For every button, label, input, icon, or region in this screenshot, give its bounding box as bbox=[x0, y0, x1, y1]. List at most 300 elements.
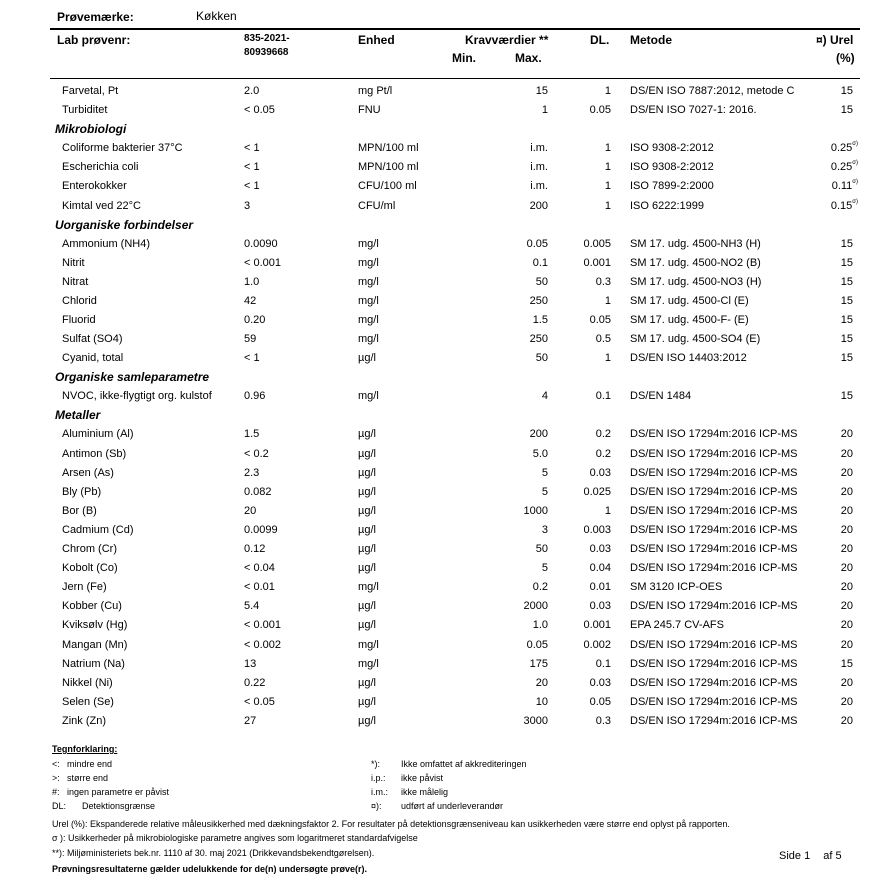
table-row bbox=[0, 464, 880, 483]
urel-cell bbox=[841, 483, 853, 502]
table-row bbox=[0, 655, 880, 674]
unit-value: µg/l bbox=[358, 600, 376, 613]
dl-value: 1 bbox=[604, 504, 611, 517]
result-value: 3 bbox=[244, 199, 251, 212]
max-value: 0.1 bbox=[532, 256, 548, 269]
max-value: 50 bbox=[535, 352, 548, 365]
dl-value: 0.03 bbox=[589, 600, 611, 613]
max-value: 10 bbox=[535, 695, 548, 708]
unit-value: µg/l bbox=[358, 428, 376, 441]
parameter-name: Kobolt (Co) bbox=[62, 562, 118, 575]
method-value: DS/EN ISO 7027-1: 2016. bbox=[630, 104, 757, 117]
max-value: 5.0 bbox=[532, 447, 548, 460]
result-value: < 0.04 bbox=[244, 562, 275, 575]
table-row bbox=[0, 139, 880, 158]
parameter-name: Jern (Fe) bbox=[62, 581, 107, 594]
urel-value: 0.25 bbox=[830, 142, 853, 155]
urel-value: 15 bbox=[840, 294, 853, 307]
table-row bbox=[0, 235, 880, 254]
urel-value: 20 bbox=[840, 523, 853, 536]
max-value: 1.5 bbox=[532, 314, 548, 326]
legend-symbol: i.m.: bbox=[371, 787, 388, 797]
unit-value: µg/l bbox=[358, 562, 376, 575]
max-value: 0.05 bbox=[526, 638, 548, 651]
dl-value: 1 bbox=[604, 85, 611, 97]
max-value: 5 bbox=[541, 485, 548, 498]
urel-cell bbox=[841, 559, 853, 578]
parameter-name: Chrom (Cr) bbox=[62, 543, 117, 555]
header-min: Min. bbox=[452, 51, 476, 65]
urel-footnote-mark: σ) bbox=[852, 198, 858, 205]
urel-value: 15 bbox=[840, 333, 853, 346]
method-value: DS/EN ISO 17294m:2016 ICP-MS bbox=[630, 600, 798, 613]
result-value: < 1 bbox=[244, 142, 260, 155]
parameter-name: Cadmium (Cd) bbox=[62, 523, 134, 536]
table-row bbox=[0, 616, 880, 635]
result-value: < 0.2 bbox=[244, 447, 269, 460]
dl-value: 0.001 bbox=[583, 256, 611, 269]
dl-value: 1 bbox=[604, 294, 611, 307]
result-value: < 1 bbox=[244, 180, 260, 193]
urel-cell bbox=[841, 597, 853, 616]
dl-value: 0.003 bbox=[583, 523, 611, 536]
table-row bbox=[0, 540, 880, 559]
result-value: 5.4 bbox=[244, 600, 260, 613]
method-value: SM 17. udg. 4500-NO2 (B) bbox=[630, 256, 761, 269]
dl-value: 0.001 bbox=[583, 619, 611, 632]
unit-value: µg/l bbox=[358, 543, 376, 555]
unit-value: mg/l bbox=[358, 294, 379, 307]
urel-cell bbox=[832, 177, 858, 196]
parameter-name: Farvetal, Pt bbox=[62, 85, 119, 97]
result-value: 42 bbox=[244, 294, 257, 307]
max-value: 250 bbox=[529, 333, 548, 346]
section-title: Organiske samleparametre bbox=[55, 370, 210, 385]
legend-symbol: <: bbox=[52, 759, 60, 769]
urel-value: 20 bbox=[840, 581, 853, 594]
table-row bbox=[0, 349, 880, 368]
urel-cell bbox=[841, 521, 853, 540]
urel-value: 20 bbox=[840, 466, 853, 479]
urel-value: 15 bbox=[840, 390, 853, 403]
method-value: SM 3120 ICP-OES bbox=[630, 581, 723, 594]
urel-cell bbox=[841, 693, 853, 712]
table-row bbox=[0, 101, 880, 120]
dl-value: 0.2 bbox=[595, 447, 611, 460]
table-row bbox=[0, 712, 880, 731]
table-row bbox=[0, 483, 880, 502]
urel-value: 20 bbox=[840, 600, 853, 613]
max-value: 200 bbox=[529, 199, 548, 212]
unit-value: µg/l bbox=[358, 619, 376, 632]
urel-value: 15 bbox=[840, 104, 853, 117]
urel-value: 20 bbox=[840, 714, 853, 727]
result-value: 27 bbox=[244, 714, 257, 727]
result-value: 2.0 bbox=[244, 85, 260, 97]
urel-value: 20 bbox=[840, 619, 853, 632]
table-row bbox=[0, 311, 880, 330]
unit-value: µg/l bbox=[358, 485, 376, 498]
unit-value: mg/l bbox=[358, 390, 379, 403]
legend-text: mindre end bbox=[67, 759, 113, 769]
urel-value: 20 bbox=[840, 638, 853, 651]
method-value: DS/EN ISO 17294m:2016 ICP-MS bbox=[630, 562, 798, 575]
urel-value: 20 bbox=[840, 562, 853, 575]
unit-value: µg/l bbox=[358, 676, 376, 689]
result-value: < 0.001 bbox=[244, 619, 282, 632]
unit-value: µg/l bbox=[358, 504, 376, 517]
unit-value: mg/l bbox=[358, 237, 379, 250]
urel-cell bbox=[841, 636, 853, 655]
page-label: Side bbox=[779, 850, 802, 862]
max-value: i.m. bbox=[530, 180, 548, 193]
urel-cell bbox=[841, 349, 853, 368]
method-value: ISO 9308-2:2012 bbox=[630, 142, 714, 155]
dl-value: 0.025 bbox=[583, 485, 611, 498]
max-value: 50 bbox=[535, 543, 548, 555]
urel-value: 0.25 bbox=[830, 161, 853, 174]
dl-value: 1 bbox=[604, 142, 611, 155]
max-value: 0.2 bbox=[532, 581, 548, 594]
unit-value: mg Pt/l bbox=[358, 85, 393, 97]
max-value: 2000 bbox=[523, 600, 548, 613]
urel-value: 20 bbox=[840, 447, 853, 460]
unit-value: mg/l bbox=[358, 638, 379, 651]
unit-value: mg/l bbox=[358, 256, 379, 269]
unit-value: mg/l bbox=[358, 275, 379, 288]
unit-value: mg/l bbox=[358, 657, 379, 670]
header-lab-no-value-1: 835-2021- bbox=[244, 33, 290, 44]
legend-text: ikke påvist bbox=[401, 773, 444, 783]
urel-cell bbox=[841, 616, 853, 635]
result-value: 59 bbox=[244, 333, 257, 346]
urel-cell bbox=[831, 197, 858, 216]
parameter-name: Bly (Pb) bbox=[62, 485, 102, 498]
method-value: SM 17. udg. 4500-F- (E) bbox=[630, 314, 749, 326]
dl-value: 1 bbox=[604, 161, 611, 174]
dl-value: 0.04 bbox=[589, 562, 611, 575]
legend-symbol: DL: bbox=[52, 801, 67, 811]
parameter-name: Turbiditet bbox=[62, 104, 108, 117]
unit-value: µg/l bbox=[358, 352, 376, 365]
method-value: DS/EN 1484 bbox=[630, 390, 692, 403]
header-lab-no: Lab prøvenr: bbox=[57, 33, 131, 47]
method-value: DS/EN ISO 17294m:2016 ICP-MS bbox=[630, 466, 798, 479]
urel-cell bbox=[841, 540, 853, 559]
method-value: DS/EN ISO 17294m:2016 ICP-MS bbox=[630, 543, 798, 555]
unit-value: mg/l bbox=[358, 581, 379, 594]
legend-text: større end bbox=[67, 773, 109, 783]
header-rule bbox=[50, 78, 860, 79]
max-value: 0.05 bbox=[526, 237, 548, 250]
result-value: < 0.05 bbox=[244, 104, 275, 117]
result-value: < 1 bbox=[244, 161, 260, 174]
legend-text: Ikke omfattet af akkrediteringen bbox=[401, 759, 527, 769]
method-value: DS/EN ISO 17294m:2016 ICP-MS bbox=[630, 638, 798, 651]
table-row bbox=[0, 82, 880, 101]
page-current: 1 bbox=[804, 850, 811, 862]
dl-value: 0.2 bbox=[595, 428, 611, 441]
unit-value: µg/l bbox=[358, 695, 376, 708]
urel-footnote-mark: σ) bbox=[852, 141, 858, 148]
result-value: < 0.05 bbox=[244, 695, 275, 708]
dl-value: 0.05 bbox=[589, 104, 611, 117]
header-requirements: Kravværdier ** bbox=[465, 33, 549, 47]
method-value: DS/EN ISO 7887:2012, metode C bbox=[630, 85, 795, 97]
urel-value: 15 bbox=[840, 237, 853, 250]
result-value: 20 bbox=[244, 504, 257, 517]
urel-cell bbox=[841, 330, 853, 349]
dl-value: 0.05 bbox=[589, 314, 611, 326]
urel-value: 0.11 bbox=[831, 180, 853, 193]
dl-value: 1 bbox=[604, 352, 611, 365]
table-row bbox=[0, 158, 880, 177]
legend-symbol: ¤): bbox=[371, 801, 382, 811]
table-row bbox=[0, 693, 880, 712]
method-value: SM 17. udg. 4500-NH3 (H) bbox=[630, 237, 761, 250]
parameter-name: Kviksølv (Hg) bbox=[62, 619, 128, 632]
header-urel-pct: (%) bbox=[836, 51, 855, 65]
urel-footnote-mark: σ) bbox=[852, 179, 858, 186]
dl-value: 0.5 bbox=[595, 333, 611, 346]
urel-value: 0.15 bbox=[830, 199, 853, 212]
method-value: DS/EN ISO 17294m:2016 ICP-MS bbox=[630, 714, 798, 727]
legend-text: ikke målelig bbox=[401, 787, 449, 797]
urel-value: 20 bbox=[840, 676, 853, 689]
top-rule bbox=[50, 28, 860, 30]
result-value: 0.0099 bbox=[244, 523, 278, 536]
parameter-name: Bor (B) bbox=[62, 504, 97, 517]
section-title: Metaller bbox=[55, 408, 101, 423]
result-value: 0.082 bbox=[244, 485, 272, 498]
max-value: 3 bbox=[541, 523, 548, 536]
parameter-name: Selen (Se) bbox=[62, 695, 114, 708]
max-value: 50 bbox=[535, 275, 548, 288]
method-value: SM 17. udg. 4500-SO4 (E) bbox=[630, 333, 761, 346]
urel-value: 15 bbox=[840, 352, 853, 365]
method-value: SM 17. udg. 4500-NO3 (H) bbox=[630, 275, 762, 288]
method-value: DS/EN ISO 17294m:2016 ICP-MS bbox=[630, 676, 798, 689]
legend-symbol: #: bbox=[52, 787, 60, 797]
unit-value: FNU bbox=[358, 104, 381, 117]
max-value: 5 bbox=[541, 562, 548, 575]
urel-cell bbox=[841, 292, 853, 311]
table-row bbox=[0, 254, 880, 273]
parameter-name: Cyanid, total bbox=[62, 352, 124, 365]
parameter-name: Kimtal ved 22°C bbox=[62, 199, 141, 212]
unit-value: µg/l bbox=[358, 714, 376, 727]
dl-value: 0.3 bbox=[595, 275, 611, 288]
method-value: DS/EN ISO 17294m:2016 ICP-MS bbox=[630, 504, 798, 517]
result-value: 0.22 bbox=[244, 676, 266, 689]
urel-value: 15 bbox=[840, 256, 853, 269]
urel-value: 15 bbox=[840, 85, 853, 97]
urel-value: 20 bbox=[840, 504, 853, 517]
parameter-name: Nikkel (Ni) bbox=[62, 676, 113, 689]
urel-value: 15 bbox=[840, 275, 853, 288]
page-of: af bbox=[823, 850, 833, 862]
parameter-name: Escherichia coli bbox=[62, 161, 139, 174]
unit-value: MPN/100 ml bbox=[358, 142, 419, 155]
method-value: SM 17. udg. 4500-Cl (E) bbox=[630, 294, 749, 307]
urel-cell bbox=[841, 101, 853, 120]
method-value: DS/EN ISO 17294m:2016 ICP-MS bbox=[630, 657, 798, 670]
sample-label: Prøvemærke: bbox=[57, 10, 134, 24]
section-title: Uorganiske forbindelser bbox=[55, 217, 194, 232]
urel-cell bbox=[841, 502, 853, 521]
parameter-name: Nitrat bbox=[62, 275, 89, 288]
dl-value: 0.05 bbox=[589, 695, 611, 708]
method-value: EPA 245.7 CV-AFS bbox=[630, 619, 724, 632]
method-value: ISO 6222:1999 bbox=[630, 199, 705, 212]
parameter-name: Arsen (As) bbox=[62, 466, 114, 479]
urel-value: 20 bbox=[840, 695, 853, 708]
max-value: 5 bbox=[541, 466, 548, 479]
header-urel: ¤) Urel bbox=[816, 33, 854, 47]
parameter-name: Antimon (Sb) bbox=[62, 447, 127, 460]
method-value: DS/EN ISO 14403:2012 bbox=[630, 352, 747, 365]
urel-cell bbox=[841, 273, 853, 292]
note-urel: Urel (%): Ekspanderede relative måleusikkerhed med dækningsfaktor 2. For resultater på detektionsgrænseniveau kan usikkerheden være større end oplyst på rapporten. bbox=[52, 819, 730, 829]
max-value: 175 bbox=[529, 657, 548, 670]
header-max: Max. bbox=[515, 51, 542, 65]
unit-value: CFU/ml bbox=[358, 199, 396, 212]
result-value: < 1 bbox=[244, 352, 260, 365]
dl-value: 0.005 bbox=[583, 237, 611, 250]
parameter-name: Sulfat (SO4) bbox=[62, 333, 123, 346]
max-value: i.m. bbox=[530, 142, 548, 155]
parameter-name: Enterokokker bbox=[62, 180, 127, 193]
footer-note: Prøvningsresultaterne gælder udelukkende for de(n) undersøgte prøve(r). bbox=[52, 864, 368, 874]
sample-value: Køkken bbox=[196, 9, 237, 23]
table-row bbox=[0, 330, 880, 349]
urel-cell bbox=[841, 311, 853, 330]
max-value: i.m. bbox=[530, 161, 548, 174]
urel-cell bbox=[831, 158, 858, 177]
result-value: 13 bbox=[244, 657, 257, 670]
urel-cell bbox=[841, 82, 853, 101]
table-row bbox=[0, 445, 880, 464]
urel-value: 15 bbox=[840, 657, 853, 670]
header-dl: DL. bbox=[590, 33, 610, 47]
dl-value: 0.1 bbox=[595, 657, 611, 670]
unit-value: mg/l bbox=[358, 333, 379, 346]
header-lab-no-value-2: 80939668 bbox=[244, 47, 289, 58]
table-row bbox=[0, 578, 880, 597]
table-row bbox=[0, 177, 880, 196]
note-sigma: σ ): Usikkerheder på mikrobiologiske parametre angives som logaritmeret standardafvigelse bbox=[52, 833, 418, 843]
dl-value: 0.01 bbox=[589, 581, 611, 594]
parameter-name: Natrium (Na) bbox=[62, 657, 125, 670]
parameter-name: Zink (Zn) bbox=[62, 714, 106, 727]
result-value: 0.0090 bbox=[244, 237, 278, 250]
max-value: 1000 bbox=[523, 504, 548, 517]
urel-cell bbox=[841, 235, 853, 254]
parameter-name: Aluminium (Al) bbox=[62, 428, 134, 441]
urel-cell bbox=[841, 674, 853, 693]
result-value: < 0.01 bbox=[244, 581, 275, 594]
urel-value: 20 bbox=[840, 543, 853, 555]
table-row bbox=[0, 559, 880, 578]
urel-cell bbox=[841, 425, 853, 444]
section-title: Mikrobiologi bbox=[55, 122, 127, 137]
unit-value: µg/l bbox=[358, 447, 376, 460]
unit-value: µg/l bbox=[358, 466, 376, 479]
urel-value: 20 bbox=[840, 428, 853, 441]
dl-value: 1 bbox=[604, 199, 611, 212]
legend-text: ingen parametre er påvist bbox=[67, 787, 170, 797]
method-value: DS/EN ISO 17294m:2016 ICP-MS bbox=[630, 428, 798, 441]
legend-text: udført af underleverandør bbox=[401, 801, 504, 811]
unit-value: MPN/100 ml bbox=[358, 161, 419, 174]
unit-value: µg/l bbox=[358, 523, 376, 536]
method-value: ISO 7899-2:2000 bbox=[630, 180, 714, 193]
parameter-name: Coliforme bakterier 37°C bbox=[62, 142, 183, 155]
table-row bbox=[0, 597, 880, 616]
urel-cell bbox=[841, 712, 853, 731]
result-value: 1.0 bbox=[244, 275, 260, 288]
max-value: 20 bbox=[535, 676, 548, 689]
max-value: 1 bbox=[541, 104, 548, 117]
table-row bbox=[0, 521, 880, 540]
table-row bbox=[0, 273, 880, 292]
dl-value: 0.1 bbox=[595, 390, 611, 403]
page-indicator bbox=[779, 850, 842, 862]
unit-value: CFU/100 ml bbox=[358, 180, 417, 193]
max-value: 250 bbox=[529, 294, 548, 307]
urel-cell bbox=[841, 655, 853, 674]
urel-cell bbox=[841, 578, 853, 597]
method-value: DS/EN ISO 17294m:2016 ICP-MS bbox=[630, 485, 798, 498]
max-value: 200 bbox=[529, 428, 548, 441]
dl-value: 1 bbox=[604, 180, 611, 193]
legend-title: Tegnforklaring: bbox=[52, 744, 118, 754]
parameter-name: Ammonium (NH4) bbox=[62, 237, 151, 250]
urel-footnote-mark: σ) bbox=[852, 160, 858, 167]
urel-value: 20 bbox=[840, 485, 853, 498]
legend-text: Detektionsgrænse bbox=[82, 801, 156, 811]
unit-value: mg/l bbox=[358, 314, 379, 326]
parameter-name: Chlorid bbox=[62, 294, 97, 307]
dl-value: 0.3 bbox=[595, 714, 611, 727]
result-value: 2.3 bbox=[244, 466, 260, 479]
table-row bbox=[0, 425, 880, 444]
dl-value: 0.002 bbox=[583, 638, 611, 651]
method-value: DS/EN ISO 17294m:2016 ICP-MS bbox=[630, 447, 798, 460]
header-unit: Enhed bbox=[358, 33, 395, 47]
dl-value: 0.03 bbox=[589, 676, 611, 689]
parameter-name: Kobber (Cu) bbox=[62, 600, 122, 613]
result-value: 0.20 bbox=[244, 314, 266, 326]
page-total: 5 bbox=[835, 850, 842, 862]
method-value: ISO 9308-2:2012 bbox=[630, 161, 714, 174]
legend-symbol: *): bbox=[371, 759, 380, 769]
parameter-name: Nitrit bbox=[62, 256, 85, 269]
urel-cell bbox=[841, 254, 853, 273]
max-value: 1.0 bbox=[532, 619, 548, 632]
dl-value: 0.03 bbox=[589, 543, 611, 555]
legend-symbol: i.p.: bbox=[371, 773, 386, 783]
result-value: < 0.002 bbox=[244, 638, 282, 651]
table-row bbox=[0, 502, 880, 521]
legend-symbol: >: bbox=[52, 773, 60, 783]
urel-cell bbox=[831, 139, 858, 158]
table-row bbox=[0, 636, 880, 655]
header-method: Metode bbox=[630, 33, 672, 47]
parameter-name: NVOC, ikke-flygtigt org. kulstof bbox=[62, 390, 212, 403]
urel-cell bbox=[841, 445, 853, 464]
result-value: 0.96 bbox=[244, 390, 266, 403]
